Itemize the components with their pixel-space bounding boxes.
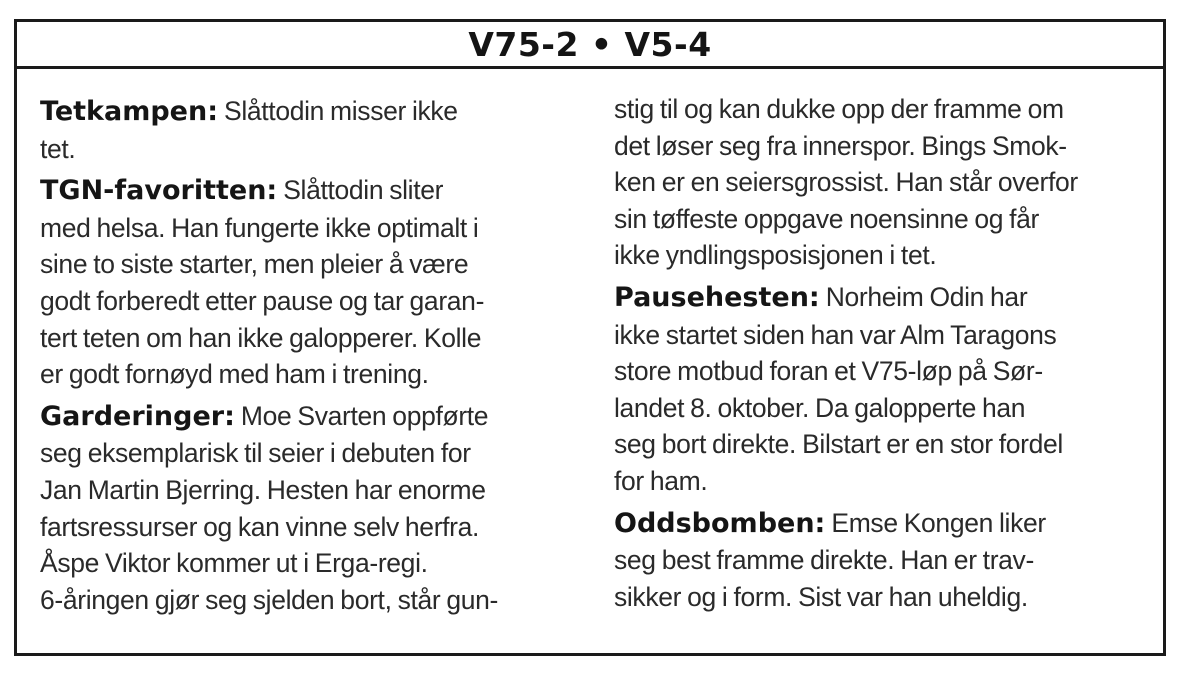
text-line [40,398,575,436]
paragraph-label: Garderinger: [40,400,235,432]
article-box [14,19,1166,656]
article-body [17,69,1163,653]
text-line: er godt fornøyd med ham i trening. [40,359,429,390]
text-line: tert teten om han ikke galopperer. Kolle [40,322,482,353]
text-segment: Norheim Odin har [819,281,1028,312]
paragraph-label: Pausehesten: [614,281,820,313]
paragraph-pausehesten [614,279,1154,500]
text-line [614,279,1154,317]
text-line: ikke yndlingsposisjonen i tet. [614,240,937,271]
text-line [40,172,575,210]
text-segment: Moe Svarten oppførte [234,400,489,431]
paragraph-tetkampen [40,93,575,167]
right-column [614,91,1154,620]
paragraph-label: TGN-favoritten: [40,175,278,207]
paragraph-label: Oddsbomben: [614,507,826,539]
title-bar [17,22,1163,69]
text-line: Åspe Viktor kommer ut i Erga-regi. [40,548,428,579]
text-line: seg best framme direkte. Han er trav- [614,545,1034,576]
text-line: sine to siste starter, men pleier å være [40,249,469,280]
text-line: 6-åringen gjør seg sjelden bort, står gun- [40,584,499,615]
text-line: stig til og kan dukke opp der framme om [614,94,1064,124]
text-line: store motbud foran et V75-løp på Sør- [614,356,1043,387]
text-line [614,505,1154,543]
article-title: V75-2 • V5-4 [468,24,712,64]
text-line: det løser seg fra innerspor. Bings Smok- [614,130,1067,161]
text-line: ikke startet siden han var Alm Taragons [614,319,1057,350]
text-line: seg eksemplarisk til seier i debuten for [40,438,471,469]
text-line: godt forberedt etter pause og tar garan- [40,285,485,316]
paragraph-tgn-favoritten [40,172,575,393]
text-line: sin tøffeste oppgave noensinne og får [614,203,1040,234]
left-column [40,93,575,623]
text-segment: Slåttodin misser ikke [218,96,458,126]
text-line: for ham. [614,465,708,496]
paragraph-label: Tetkampen: [40,96,219,127]
paragraph-garderinger [40,398,575,619]
text-line: med helsa. Han fungerte ikke optimalt i [40,212,479,243]
text-line [40,93,575,131]
text-line: Jan Martin Bjerring. Hesten har enorme [40,474,486,505]
text-line: sikker og i form. Sist var han uheldig. [614,581,1028,612]
paragraph-continuation [614,91,1154,274]
text-line: fartsressurser og kan vinne selv herfra. [40,511,480,542]
text-line: seg bort direkte. Bilstart er en stor fordel [614,429,1063,460]
paragraph-oddsbomben [614,505,1154,616]
text-line: ken er en seiersgrossist. Han står overfor [614,167,1078,198]
text-line: tet. [40,133,76,164]
text-line: landet 8. oktober. Da galopperte han [614,392,1026,423]
text-segment: Emse Kongen liker [825,507,1046,538]
text-segment: Slåttodin sliter [277,175,444,206]
